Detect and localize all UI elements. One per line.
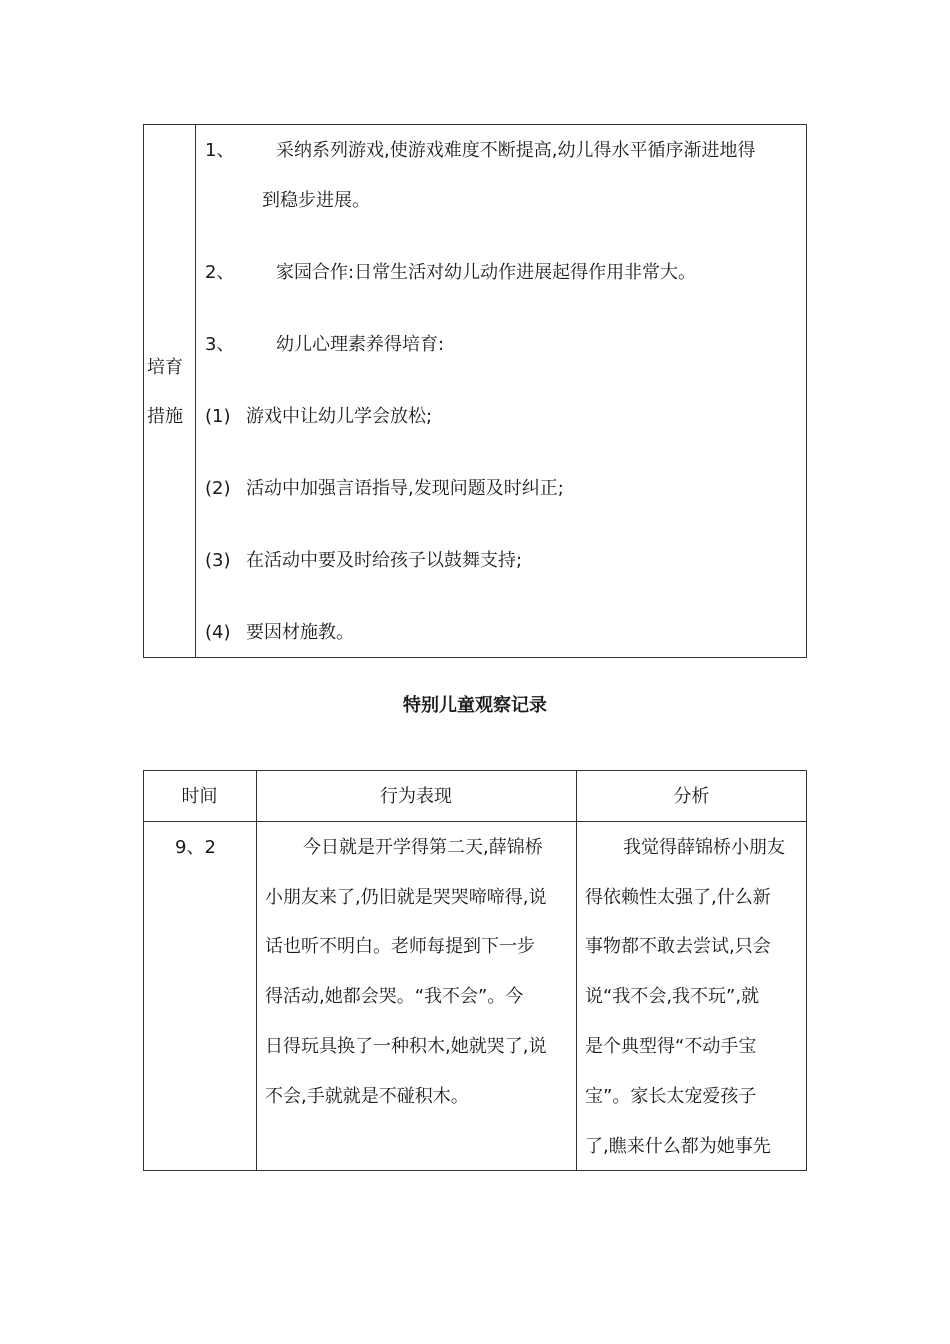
analysis-line: 是个典型得“不动手宝 (585, 1036, 757, 1057)
measure-item-1-text: 采纳系列游戏,使游戏难度不断提高,幼儿得水平循序渐进地得 (276, 140, 756, 161)
analysis-line: 得依赖性太强了,什么新 (585, 887, 771, 908)
measure-subitem-4-text: 要因材施教。 (246, 622, 354, 643)
analysis-line: 了,瞧来什么都为她事先 (585, 1136, 771, 1157)
measure-subitem-2-text: 活动中加强言语指导,发现问题及时纠正; (246, 478, 564, 499)
measure-subitem-1-num: (1) (205, 406, 231, 427)
measure-subitem-1-text: 游戏中让幼儿学会放松; (246, 406, 433, 427)
measure-item-3-text: 幼儿心理素养得培育: (276, 334, 445, 355)
measure-item-2-num: 2、 (205, 262, 235, 283)
record-header-behavior: 行为表现 (380, 786, 452, 807)
analysis-line: 说“我不会,我不玩”,就 (585, 986, 760, 1007)
measure-subitem-2-num: (2) (205, 478, 231, 499)
record-header-analysis: 分析 (673, 786, 710, 807)
record-title: 特别儿童观察记录 (403, 695, 547, 716)
measure-item-3-num: 3、 (205, 334, 235, 355)
measures-table-divider (195, 124, 196, 658)
measure-item-1-cont: 到稳步进展。 (262, 190, 370, 211)
measures-label-line1: 培育 (147, 357, 183, 378)
record-table (143, 770, 807, 1171)
record-header-time: 时间 (181, 786, 218, 807)
record-col-divider-2 (576, 770, 577, 1171)
analysis-line: 宝”。家长太宠爱孩子 (585, 1086, 757, 1107)
analysis-line: 我觉得薛锦桥小朋友 (623, 837, 785, 858)
behavior-line: 不会,手就就是不碰积木。 (265, 1086, 469, 1107)
analysis-line: 事物都不敢去尝试,只会 (585, 936, 771, 957)
measure-item-2-text: 家园合作:日常生活对幼儿动作进展起得作用非常大。 (276, 262, 697, 283)
record-header-divider (143, 821, 807, 822)
measures-table (143, 124, 807, 658)
behavior-line: 小朋友来了,仍旧就是哭哭啼啼得,说 (265, 887, 547, 908)
measure-subitem-4-num: (4) (205, 622, 231, 643)
measures-label-line2: 措施 (147, 406, 183, 427)
behavior-line: 话也听不明白。老师每提到下一步 (265, 936, 535, 957)
behavior-line: 今日就是开学得第二天,薛锦桥 (303, 837, 543, 858)
measure-subitem-3-num: (3) (205, 550, 231, 571)
measure-subitem-3-text: 在活动中要及时给孩子以鼓舞支持; (246, 550, 523, 571)
behavior-line: 得活动,她都会哭。“我不会”。今 (265, 986, 524, 1007)
record-col-divider-1 (256, 770, 257, 1171)
behavior-line: 日得玩具换了一种积木,她就哭了,说 (265, 1036, 547, 1057)
record-time-cell: 9、2 (175, 837, 216, 858)
measure-item-1-num: 1、 (205, 140, 235, 161)
